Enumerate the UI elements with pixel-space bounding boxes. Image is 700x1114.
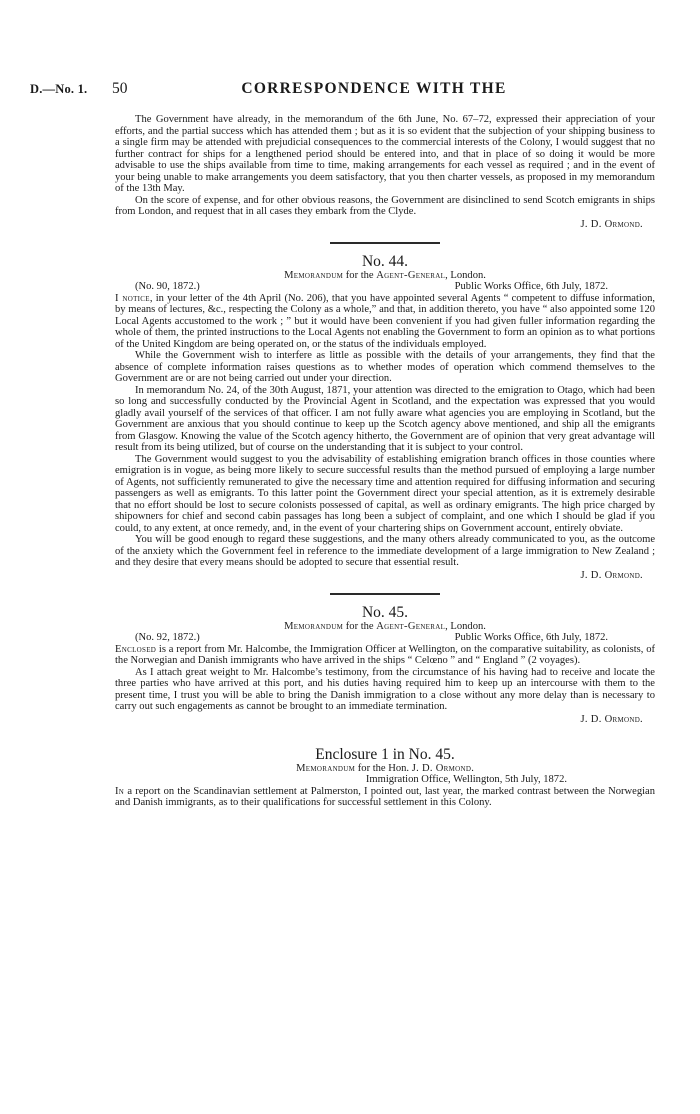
office-date: Public Works Office, 6th July, 1872.	[454, 632, 608, 643]
memorandum-heading	[115, 270, 655, 282]
memo-reference: (No. 92, 1872.)	[135, 632, 200, 643]
memo-reference: (No. 90, 1872.)	[135, 281, 200, 292]
paragraph-text: a report on the Scandinavian settlement at Palmerston, I pointed out, last year, the marked contrast between the Norwegian and Danish immigrants, as to their qualifications for successful settlement in this Colony.	[115, 785, 655, 808]
memo-suffix: , London.	[445, 620, 486, 632]
no44-paragraph-1	[115, 293, 655, 351]
intro-paragraph-1: The Government have already, in the memorandum of the 6th June, No. 67–72, expressed their appreciation of your efforts, and the partial success which has attended them ; but as it is so evident that the subjection of your shipping business to a single firm may be attended with prejudicial consequences to the commercial interests of the Colony, I would suggest that no further contract for ships for a lengthened period should be entered into, and that in place of so doing it would be more advisable to use the ships available from time to time, making arrangements for each vessel as required ; and in the event of your being unable to make arrangements you deem satisfactory, that you then charter vessels, as proposed in my memorandum of the 13th May.	[115, 114, 655, 194]
memo-prefix: Memorandum	[284, 269, 344, 281]
lead-word: Enclosed	[115, 643, 157, 655]
memo-suffix: .	[471, 762, 474, 774]
reference-line	[115, 281, 655, 293]
memo-mid: for the Hon.	[355, 762, 412, 774]
lead-word: In	[115, 785, 125, 797]
running-title: CORRESPONDENCE WITH THE	[241, 80, 507, 97]
memo-mid: for the	[343, 269, 377, 281]
reference-line	[115, 632, 655, 644]
paragraph-text: , in your letter of the 4th April (No. 206), that you have appointed several Agents “ competent to diffuse information, by means of lectures, &c., respecting the Colony as a whole,” and that, in addition thereto, you have “ also appointed some 120 Local Agents accustomed to the work ; ” but it would have been convenient if you had given fuller information regarding the whole of them, the printed instructions to the Local Agents not enabling the Government to form an opinion as to what portions of the United Kingdom are being operated on, or the status of the individuals employed.	[115, 292, 656, 350]
page-number: 50	[112, 80, 128, 97]
office-date: Public Works Office, 6th July, 1872.	[454, 281, 608, 292]
paragraph-text: is a report from Mr. Halcombe, the Immigration Officer at Wellington, on the comparative suitability, as colonists, of the Norwegian and Danish immigrants who have arrived in the ships “ Celœno ” and “ England ” (2 voyages).	[115, 643, 655, 666]
memo-prefix: Memorandum	[284, 620, 344, 632]
document-number-heading: No. 45.	[361, 604, 409, 621]
no44-paragraph-3: In memorandum No. 24, of the 30th August, 1871, your attention was directed to the emigration to Otago, which had been so long and successfully conducted by the Provincial Agent in Scotland, and the expectation was expressed that you would gladly avail yourself of the services of that officer. I am not fully aware what agencies you are employing in Scotland, but the Government are anxious that you should continue to keep up the Scotch agency above mentioned, and ship all the emigrants from Glasgow. Knowing the value of the Scotch agency hitherto, the Government are of opinion that very great advantage will result from its being utilized, but of course on the understanding that it is subject to your control.	[115, 384, 655, 453]
memo-mid: for the	[343, 620, 377, 632]
memo-recipient: J. D. Ormond	[411, 762, 472, 774]
section-divider	[330, 242, 440, 244]
no44-paragraph-2: While the Government wish to interfere as little as possible with the details of your arrangements, they find that the absence of complete information raises questions as to whether modes of operation which commend themselves to the Government are or are not being carried out under your direction.	[115, 350, 655, 384]
signature: J. D. Ormond.	[580, 218, 643, 230]
no45-paragraph-1	[115, 644, 655, 667]
enclosure-heading: Enclosure 1 in No. 45.	[315, 746, 455, 763]
no44-paragraph-4: The Government would suggest to you the advisability of establishing emigration branch offices in those counties where emigration is in vogue, as being more likely to secure successful results than the method pursued of employing a large number of Agents, not sufficiently remunerated to give the necessary time and attention required for diffusing information and securing passengers as well as emigrants. To this latter point the Government direct your special attention, as it is extremely desirable that no effort should be lost to secure colonists possessed of capital, as well as ordinary emigrants. The high price charged by shipowners for chief and second cabin passages has long been a subject of complaint, and one which I should be glad if you could, to any extent, at once remedy, and, in the event of your chartering ships on Government account, entirely obviate.	[115, 453, 655, 534]
signature: J. D. Ormond.	[580, 713, 643, 725]
document-number-heading: No. 44.	[361, 253, 409, 270]
memo-prefix: Memorandum	[296, 762, 356, 774]
memorandum-heading	[115, 621, 655, 633]
section-divider	[330, 593, 440, 595]
no45-paragraph-2: As I attach great weight to Mr. Halcombe’s testimony, from the circumstance of his having had to receive and locate the three parties who have arrived at this port, and his duties having required him to keep up an intercourse with them to the present time, I trust you will be able to bring the Danish immigration to a close without any more delay than is necessary to carry out such engagements as cannot be brought to an immediate termination.	[115, 666, 655, 712]
signature: J. D. Ormond.	[580, 569, 643, 581]
memo-recipient: Agent-General	[376, 620, 446, 632]
memorandum-heading	[115, 763, 655, 775]
enclosure-paragraph-1	[115, 786, 655, 809]
no44-paragraph-5: You will be good enough to regard these suggestions, and the many others already communicated to you, as the outcome of the anxiety which the Government feel in reference to the immediate development of a large immigration to New Zealand ; and they desire that every means should be adopted to secure that essential result.	[115, 534, 655, 568]
document-body	[115, 114, 655, 809]
office-date: Immigration Office, Wellington, 5th July, 1872.	[365, 774, 567, 785]
memo-suffix: , London.	[445, 269, 486, 281]
intro-paragraph-2: On the score of expense, and for other obvious reasons, the Government are disinclined to send Scotch emigrants in ships from London, and request that in all cases they embark from the Clyde.	[115, 194, 655, 217]
memo-recipient: Agent-General	[376, 269, 446, 281]
section-label: D.—No. 1.	[30, 82, 88, 96]
lead-word: I notice	[115, 292, 150, 304]
page-header	[30, 82, 670, 102]
